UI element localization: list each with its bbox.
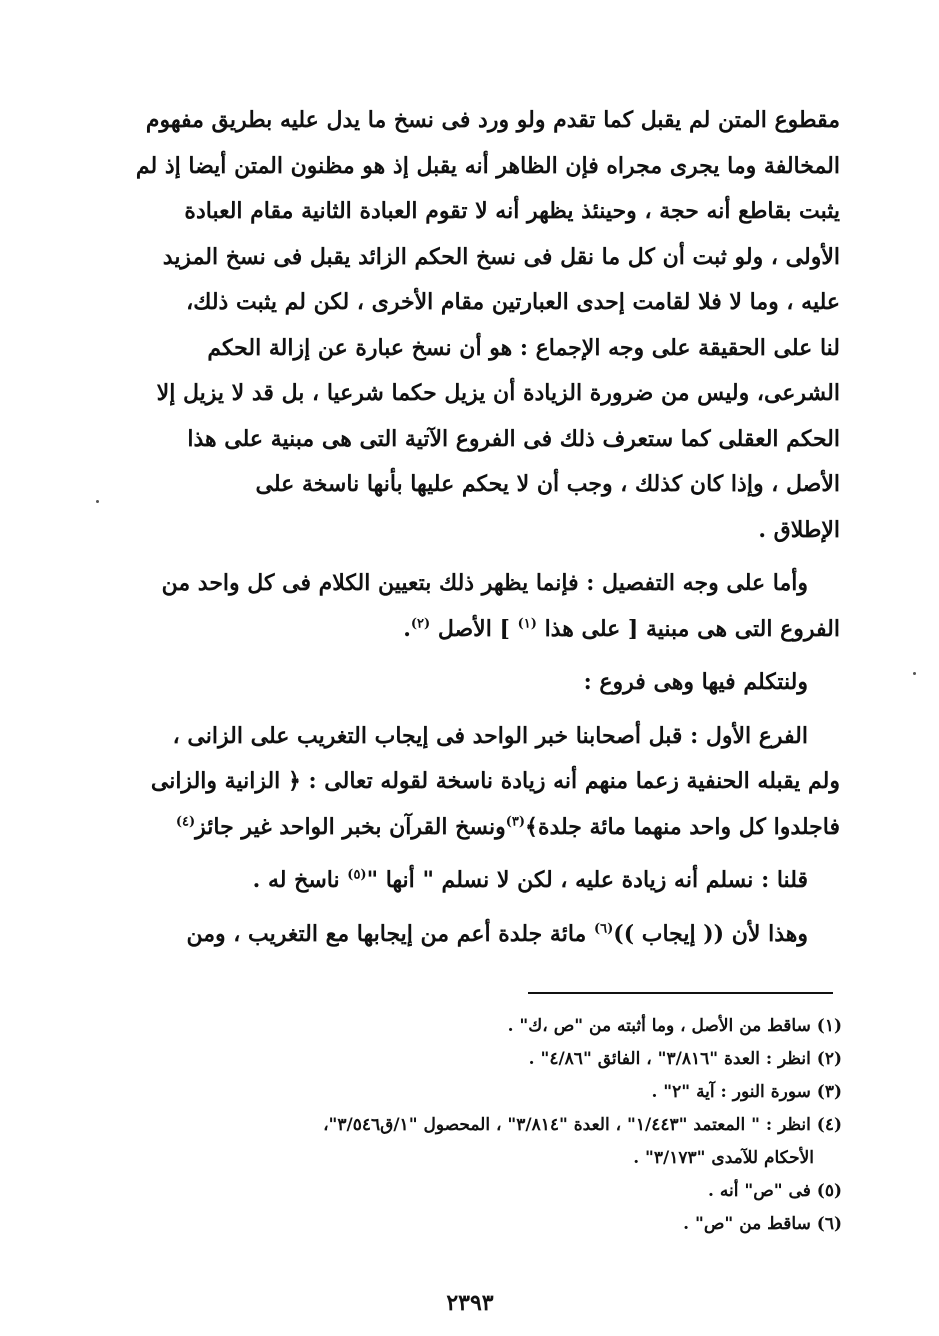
footnote-ref: (٣) [505,814,526,830]
quran-verse: ﴿ الزانية والزانى [150,768,301,794]
footnote-3: (٣) سورة النور : آية "٢" . [651,1082,842,1102]
text-line: مقطوع المتن لم يقبل كما تقدم ولو ورد فى نسخ ما يدل عليه بطريق مفهوم [145,107,840,133]
text-line: وهذا لأن (( إيجاب )) [613,920,808,947]
paragraph-5 [128,858,840,904]
text-line: الحكم العقلى كما ستعرف ذلك فى الفروع الآتية التى هى مبنية على هذا [187,425,840,452]
text-line: لنا على الحقيقة على وجه الإجماع : هو أن نسخ عبارة عن إزالة الحكم [207,334,840,361]
text-line: قلنا : نسلم أنه زيادة عليه ، لكن لا نسلم " أنها " [366,867,808,893]
footnote-ref: (٢) [410,616,431,632]
text-line: الشرعى، وليس من ضرورة الزيادة أن يزيل حكما شرعيا ، بل قد لا يزيل إلا [156,380,840,406]
footnote-ref: (٥) [347,867,367,883]
scan-speck [96,500,99,503]
text-line: ولنتكلم فيها وهى فروع : [583,669,808,695]
text-line: مائة جلدة أعم من إيجابها مع التغريب ، ومن [186,920,587,947]
quran-verse: فاجلدوا كل واحد منهما مائة جلدة﴾ [525,813,840,840]
paragraph-1 [128,98,840,553]
paragraph-6 [128,912,840,958]
footnote-separator [528,992,833,994]
footnote-ref: (٦) [593,921,614,937]
text-line: يثبت بقاطع أنه حجة ، وحينئذ يظهر أنه لا تقوم العبادة الثانية مقام العبادة [184,198,840,224]
paragraph-3 [128,660,840,706]
footnote-2: (٢) انظر : العدة "٣/٨١٦" ، الفائق "٤/٨٦" . [528,1049,842,1069]
main-text [128,98,840,957]
period: . [403,615,411,642]
text-line: ونسخ القرآن بخبر الواحد غير جائز [195,813,506,840]
text-line: ناسخ له . [252,867,340,893]
paragraph-4 [128,714,840,851]
footnote-ref: (٤) [175,814,196,830]
scan-speck [913,672,916,675]
text-line: الأصل ، وإذا كان كذلك ، وجب أن لا يحكم عليها بأنها ناسخة على [255,471,840,497]
footnote-1: (١) ساقط من الأصل ، وما أثبته من "ص ،ك" . [507,1016,842,1036]
paragraph-2 [128,561,840,652]
text-line: الإطلاق . [758,516,840,543]
text-line: ] الأصل [437,615,510,642]
text-line: الأولى ، ولو ثبت أن كل ما نقل فى نسخ الحكم الزائد يقبل فى نسخ المزيد [162,243,840,270]
text-line: ولم يقبله الحنفية زعما منهم أنه زيادة ناسخة لقوله تعالى : [308,768,840,794]
footnote-6: (٦) ساقط من "ص" . [683,1214,842,1234]
page-number: ٢٣٩٣ [446,1290,494,1316]
footnote-4: (٤) انظر : " المعتمد "١/٤٤٣" ، العدة "٣/٨١٤" ، المحصول "١/ق٣/٥٤٦"، [323,1115,842,1135]
footnote-5: (٥) فى "ص" أنه . [708,1181,842,1201]
text-line: وأما على وجه التفصيل : فإنما يظهر ذلك بتعيين الكلام فى كل واحد من [161,570,808,596]
text-line: الفرع الأول : قبل أصحابنا خبر الواحد فى إيجاب التغريب على الزانى ، [172,722,808,749]
text-line: الفروع التى هى مبنية [ على هذا [544,615,840,642]
text-line: المخالفة وما يجرى مجراه فإن الظاهر أنه يقبل إذ هو مظنون المتن أيضا إذ لم [135,152,840,179]
text-line: عليه ، وما لا فلا لقامت إحدى العبارتين مقام الأخرى ، لكن لم يثبت ذلك، [186,289,840,315]
footnote-4-continued: الأحكام للآمدى "٣/١٧٣" . [633,1148,814,1168]
footnotes [120,1010,842,1241]
footnote-ref: (١) [517,616,537,632]
